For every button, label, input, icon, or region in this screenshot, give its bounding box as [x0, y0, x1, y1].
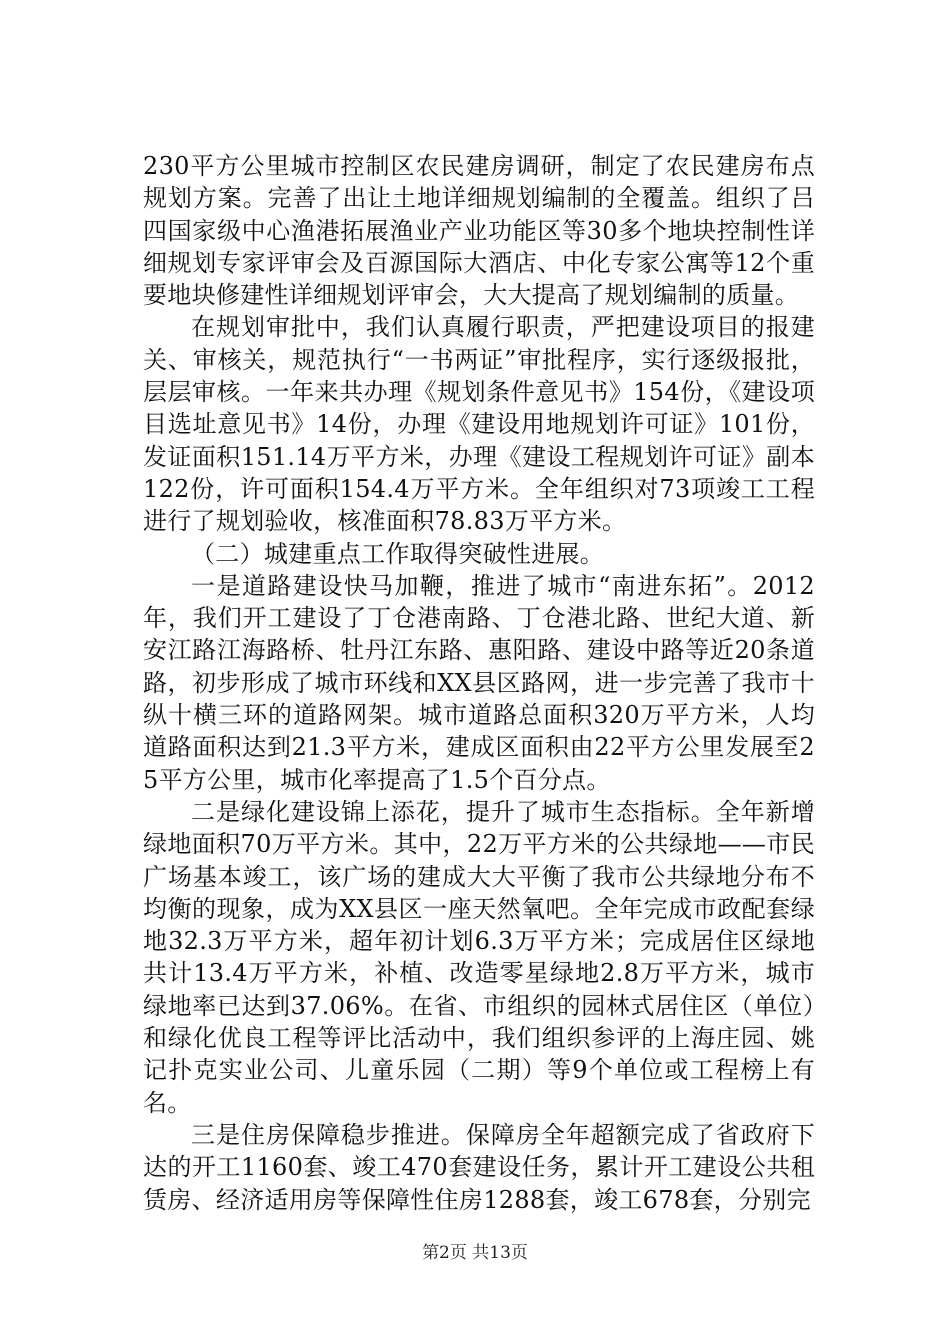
page-number-footer: 第2页 共13页 [422, 1243, 528, 1263]
paragraph-2: 在规划审批中，我们认真履行职责，严把建设项目的报建关、审核关，规范执行“一书两证”审批程序，实行逐级报批，层层审核。一年来共办理《规划条件意见书》154份，《建设项目选址意见书》14份，办理《建设用地规划许可证》101份，发证面积151.14万平方米，办理《建设工程规划许可证》副本122份，许可面积154.4万平方米。全年组织对73项竣工工程进行了规划验收，核准面积78.83万平方米。 [143, 313, 815, 536]
paragraph-greening: 二是绿化建设锦上添花，提升了城市生态指标。全年新增绿地面积70万平方米。其中，22万平方米的公共绿地——市民广场基本竣工，该广场的建成大大平衡了我市公共绿地分布不均衡的现象，成为XX县区一座天然氧吧。全年完成市政配套绿地32.3万平方米，超年初计划6.3万平方米；完成居住区绿地共计13.4万平方米，补植、改造零星绿地2.8万平方米，城市绿地率已达到37.06%。在省、市组织的园林式居住区（单位）和绿化优良工程等评比活动中，我们组织参评的上海庄园、姚记扑克实业公司、儿童乐园（二期）等9个单位或工程榜上有名。 [143, 797, 815, 1117]
paragraph-1: 230平方公里城市控制区农民建房调研，制定了农民建房布点规划方案。完善了出让土地详细规划编制的全覆盖。组织了吕四国家级中心渔港拓展渔业产业功能区等30多个地块控制性详细规划专家评审会及百源国际大酒店、中化专家公寓等12个重要地块修建性详细规划评审会，大大提高了规划编制的质量。 [143, 152, 815, 310]
document-body [143, 150, 815, 1216]
paragraph-housing: 三是住房保障稳步推进。保障房全年超额完成了省政府下达的开工1160套、竣工470套建设任务，累计开工建设公共租赁房、经济适用房等保障性住房1288套，竣工678套，分别完 [143, 1120, 815, 1214]
paragraph-roads: 一是道路建设快马加鞭，推进了城市“南进东拓”。2012年，我们开工建设了丁仓港南路、丁仓港北路、世纪大道、新安江路江海路桥、牡丹江东路、惠阳路、建设中路等近20条道路，初步形成了城市环线和XX县区路网，进一步完善了我市十纵十横三环的道路网架。城市道路总面积320万平方米，人均道路面积达到21.3平方米，建成区面积由22平方公里发展至25平方公里，城市化率提高了1.5个百分点。 [143, 571, 815, 794]
section-heading: （二）城建重点工作取得突破性进展。 [191, 539, 605, 568]
